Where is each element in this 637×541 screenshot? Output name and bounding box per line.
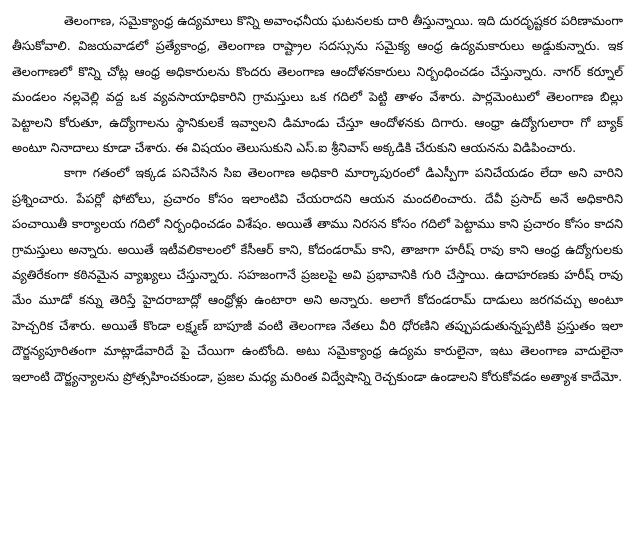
paragraph-2: కాగా గతంలో ఇక్కడ పనిచేసిన సిఐ తెలంగాణ అధికారి మార్కాపురంలో డిఎస్పీగా పనిచేయడం లేదా అని వారిని ప్రశ్నించారు. పేపర్లో ఫోటోలు, ప్రచారం కోసం ఇలాంటివి చేయరాదని ఆయన మందలించారు. దేవీ ప్రసాద్ అనే అధికారిని పంచాయితీ కార్యాలయ గదిలో నిర్బంధించడం విశేషం. అయితే తాము నిరసన కోసం గదిలో పెట్టాము కాని ప్రచారం కోసం కాదని గ్రామస్తులు అన్నారు. అయితే ఇటీవలికాలంలో కేసీఆర్ కాని, కోదండరామ్ కాని, తాజాగా హరీష్ రావు కాని ఆంధ్ర ఉద్యోగులకు వ్యతిరేకంగా కఠినమైన వ్యాఖ్యలు చేస్తున్నారు. సహజంగానే ప్రజలపై అవి ప్రభావానికి గురి చేస్తాయి. ఉదాహరణకు హరీష్ రావు మేం మూడో కన్ను తెరిస్తే హైదరాబాద్లో ఆంధ్రోళ్లు ఉంటారా అని అన్నారు. అలాగే కోదండరామ్ దాడులు జరగవచ్చు అంటూ హెచ్చరిక చేశారు. అయితే కొండా లక్ష్మణ్ బాపూజీ వంటి తెలంగాణ నేతలు వీరి ధోరణిని తప్పుపడుతున్నప్పటికి ప్రస్తుతం ఇలా దౌర్జన్యపూరితంగా మాట్లాడేవారిదే పై చేయిగా ఉంటోంది. అటు సమైక్యాంధ్ర ఉద్యమ కారులైనా, ఇటు తెలంగాణ వాదులైనా ఇలాంటి దౌర్జ్యన్యాలను ప్రోత్సహించకుండా, ప్రజల మధ్య మరింత విద్వేషాన్ని రెచ్చకుండా ఉండాలని కోరుకోవడం అత్యాశ కాదేమో. — [12, 165, 623, 384]
paragraph-1: తెలంగాణ, సమైక్యాంధ్ర ఉద్యమాలు కొన్ని అవాంఛనీయ ఘటనలకు దారి తీస్తున్నాయి. ఇది దురదృష్టకర పరిణామంగా తీసుకోవాలి. విజయవాడలో ప్రత్యేకాంధ్ర, తెలంగాణ రాష్ట్రాల సదస్సును సమైక్య ఆంధ్ర ఉద్యమకారులు అడ్డుకున్నారు. ఇక తెలంగాణలో కొన్ని చోట్ల ఆంధ్ర అధికారులను కొందరు తెలంగాణ ఆందోళనకారులు నిర్బంధించడం చేస్తున్నారు. నాగర్ కర్నూల్ మండలం నల్లవెల్లి వద్ద ఒక వ్యవసాయాధికారిని గ్రామస్తులు ఒక గదిలో పెట్టి తాళం వేశారు. పార్లమెంటులో తెలంగాణ బిల్లు పెట్టాలని కోరుతూ, ఉద్యోగాలను స్థానికులకే ఇవ్వాలని డిమాండు చేస్తూ ఆందోళనకు దిగారు. ఆంధ్రా ఉద్యోగులారా గో బ్యాక్ అంటూ నినాదాలు కూడా చేశారు. ఈ విషయం తెలుసుకుని ఎస్.ఐ శ్రీనివాస్ అక్కడికి చేరుకుని ఆయనను విడిపించారు. — [12, 13, 623, 156]
